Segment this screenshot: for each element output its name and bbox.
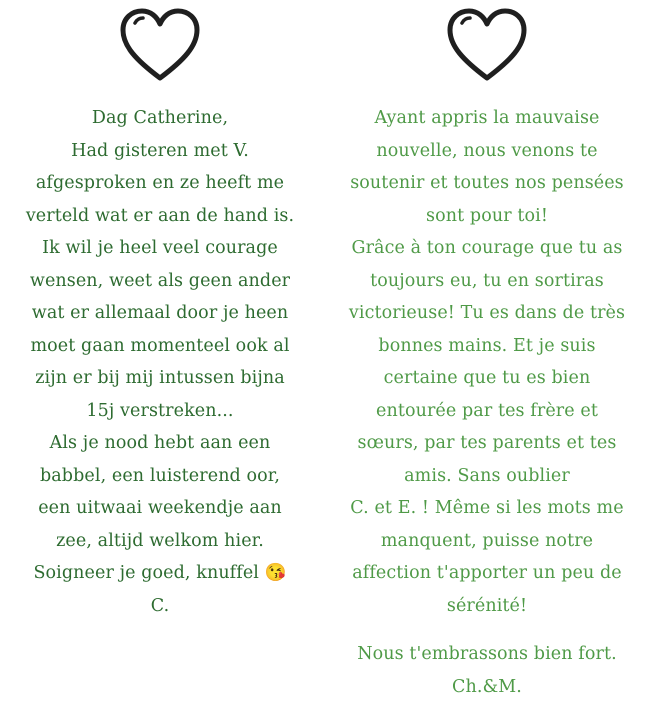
message-line: Soigneer je goed, knuffel 😘 bbox=[33, 563, 287, 583]
message-line: Grâce à ton courage que tu as bbox=[351, 238, 623, 258]
message-line: sont pour toi! bbox=[426, 205, 548, 226]
message-line: Als je nood hebt aan een bbox=[49, 433, 271, 453]
message-signature: Ch.&M. bbox=[452, 676, 522, 697]
message-line: Ayant appris la mauvaise bbox=[374, 108, 600, 128]
message-card-right bbox=[337, 0, 637, 703]
message-line: bonnes mains. Et je suis bbox=[378, 335, 596, 356]
heart-icon-container bbox=[337, 0, 637, 96]
message-text-fr bbox=[337, 102, 637, 703]
message-line: Ik wil je heel veel courage bbox=[42, 238, 278, 258]
heart-outline-icon bbox=[447, 8, 527, 82]
message-text-nl bbox=[10, 102, 310, 622]
message-line: soutenir et toutes nos pensées bbox=[350, 173, 624, 193]
message-line: victorieuse! Tu es dans de très bbox=[348, 303, 626, 323]
message-line: een uitwaai weekendje aan bbox=[38, 498, 282, 518]
message-line: moet gaan momenteel ook al bbox=[30, 335, 290, 356]
message-line: amis. Sans oublier bbox=[404, 465, 570, 486]
message-line: affection t'apporter un peu de bbox=[352, 563, 622, 583]
message-line: zee, altijd welkom hier. bbox=[56, 530, 264, 551]
message-line: Dag Catherine, bbox=[91, 108, 229, 128]
message-line: wensen, weet als geen ander bbox=[29, 270, 291, 291]
message-line: C. et E. ! Même si les mots me bbox=[350, 498, 624, 518]
message-line: 15j verstreken... bbox=[86, 400, 234, 421]
message-line: zijn er bij mij intussen bijna bbox=[35, 368, 285, 388]
message-closing: Nous t'embrassons bien fort. bbox=[357, 644, 617, 664]
message-line: wat er allemaal door je heen bbox=[31, 303, 289, 323]
message-line: Had gisteren met V. bbox=[71, 140, 249, 161]
message-line: manquent, puisse notre bbox=[380, 530, 594, 551]
message-line: verteld wat er aan de hand is. bbox=[25, 205, 295, 226]
message-line: babbel, een luisterend oor, bbox=[39, 465, 281, 486]
message-line: entourée par tes frère et bbox=[376, 400, 598, 421]
message-line: afgesproken en ze heeft me bbox=[35, 173, 285, 193]
heart-outline-icon bbox=[120, 8, 200, 82]
message-line: nouvelle, nous venons te bbox=[376, 140, 598, 161]
message-card-left bbox=[10, 0, 310, 622]
message-line: sérénité! bbox=[446, 595, 528, 616]
message-signature: C. bbox=[150, 595, 170, 616]
message-line: certaine que tu es bien bbox=[383, 368, 591, 388]
paragraph-spacer bbox=[337, 622, 637, 638]
heart-icon-container bbox=[10, 0, 310, 96]
message-line: toujours eu, tu en sortiras bbox=[370, 270, 604, 291]
message-line: sœurs, par tes parents et tes bbox=[357, 433, 617, 453]
